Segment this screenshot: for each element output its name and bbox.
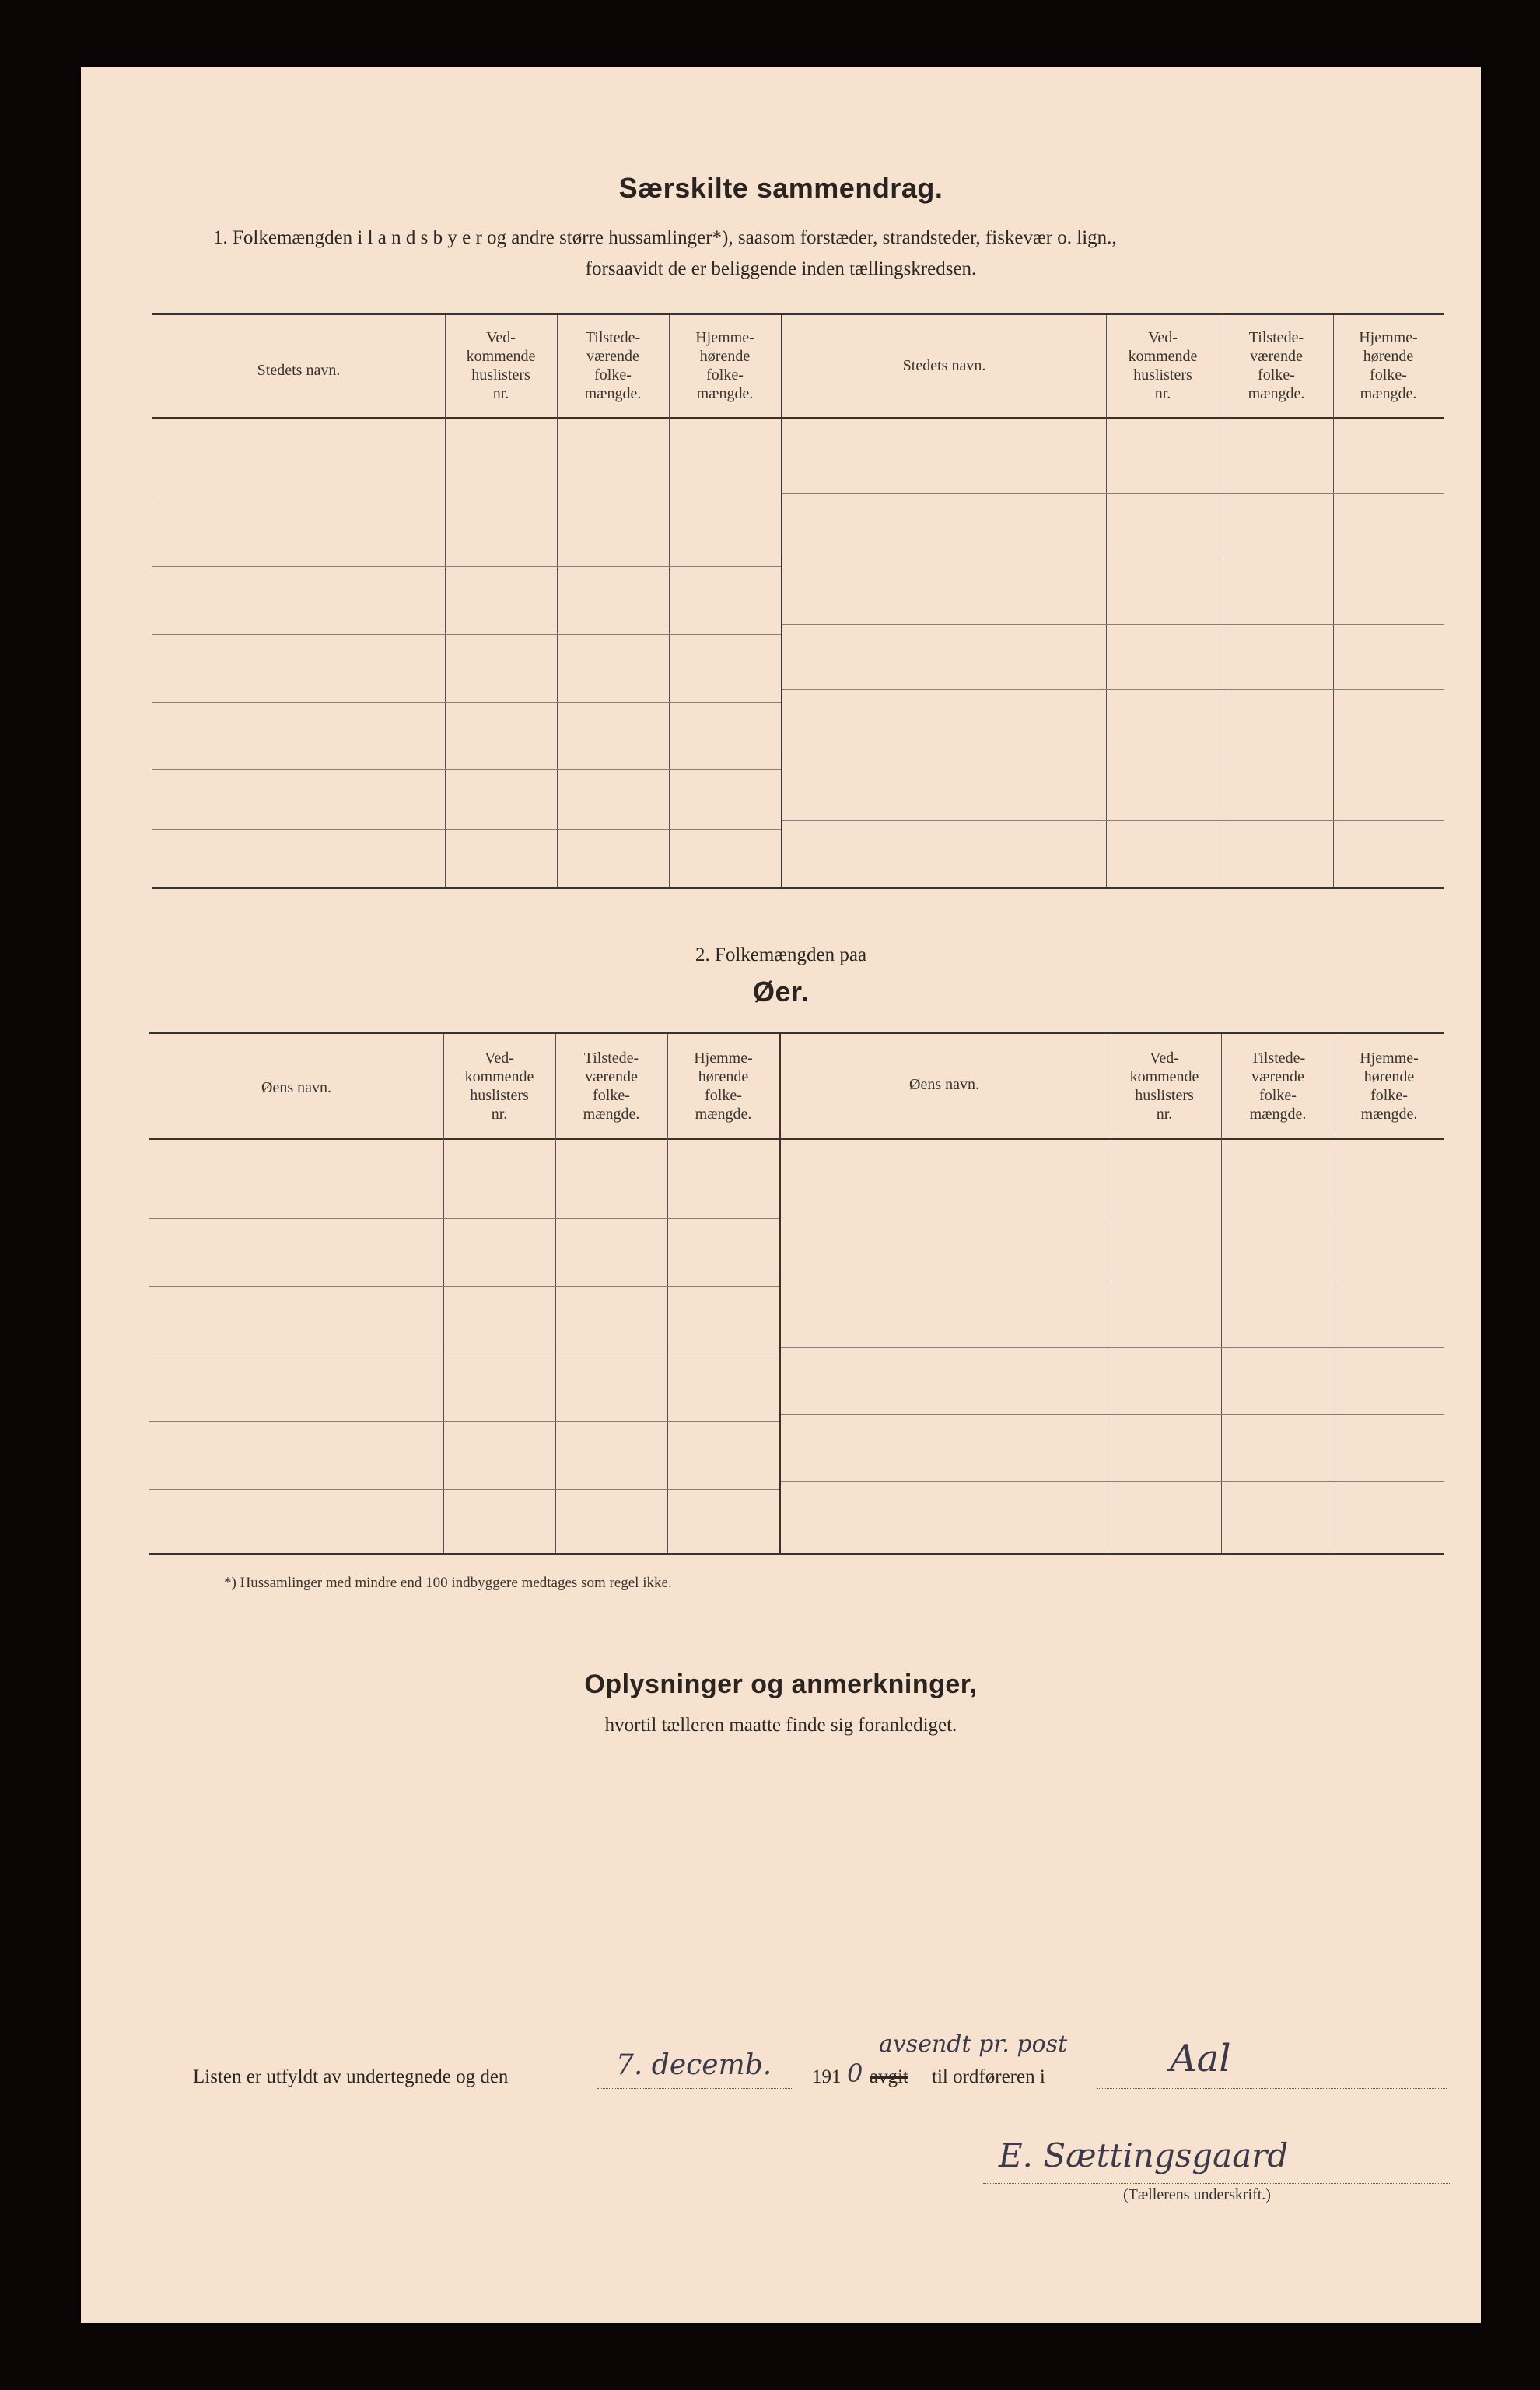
table-row [149,1489,779,1490]
date-dotted-line [597,2088,792,2089]
year-handwritten-digit: 0 [847,2059,863,2088]
table-2-bottom-rule [149,1553,1444,1555]
table-2-center-divider [779,1034,781,1553]
signature-label: (Tællerens underskrift.) [1123,2186,1271,2203]
struck-word: avgit [870,2066,908,2087]
col-header-hjemmehorende-2: Hjemme- hørende folke- mængde. [1359,329,1418,402]
table-1-top-rule [152,313,1444,315]
date-handwritten: 7. decemb. [616,2049,772,2081]
table-row [152,769,781,770]
year-printed: 191 [812,2066,842,2087]
inserted-handwritten-text: avsendt pr. post [879,2031,1068,2058]
remarks-title: Oplysninger og anmerkninger, [584,1670,978,1699]
section-2-subheading: Øer. [752,976,810,1008]
table-row [781,1347,1444,1348]
table-1-header-rule [152,417,1444,419]
col-header-huslisters-nr: Ved- kommende huslisters nr. [464,1050,534,1123]
place-handwritten: Aal [1170,2037,1231,2080]
table-row [149,1286,779,1287]
remarks-subtitle: hvortil tælleren maatte finde sig foranlediget. [604,1715,957,1736]
intro-line-2: forsaavidt de er beliggende inden tællingskredsen. [585,258,977,279]
table-row [782,493,1444,494]
col-header-stedets-navn-2: Stedets navn. [902,357,986,374]
col-header-hjemmehorende: Hjemme- hørende folke- mængde. [694,1050,753,1123]
table-row [782,624,1444,625]
table-row [149,1421,779,1422]
col-header-hjemmehorende: Hjemme- hørende folke- mængde. [695,329,754,402]
col-header-tilstedevaerende-2: Tilstede- værende folke- mængde. [1248,329,1305,402]
col-header-huslisters-nr: Ved- kommende huslisters nr. [466,329,536,402]
col-header-stedets-navn: Stedets navn. [257,362,341,379]
signature-line-prefix: Listen er utfyldt av undertegnede og den [193,2066,509,2087]
to-mayor-text: til ordføreren i [932,2066,1045,2087]
place-dotted-line [1097,2088,1447,2089]
table-row [152,566,781,567]
table-row [152,829,781,830]
table-row [152,634,781,635]
table-row [782,689,1444,690]
table-row [781,1481,1444,1482]
table-row [152,702,781,703]
table-2-header-rule [149,1138,1444,1140]
col-header-oens-navn-2: Øens navn. [909,1076,979,1093]
table-row [781,1414,1444,1415]
table-row [149,1218,779,1219]
col-header-tilstedevaerende: Tilstede- værende folke- mængde. [583,1050,640,1123]
intro-line-1: 1. Folkemængden i l a n d s b y e r og andre større hussamlinger*), saasom forstæder, strandsteder, fiskevær o. lign., [213,227,1117,248]
col-header-huslisters-nr-2: Ved- kommende huslisters nr. [1128,329,1198,402]
signature-dotted-line [983,2183,1450,2184]
col-header-oens-navn: Øens navn. [261,1079,331,1096]
col-header-tilstedevaerende: Tilstede- værende folke- mængde. [584,329,642,402]
table-2-top-rule [149,1032,1444,1034]
col-header-tilstedevaerende-2: Tilstede- værende folke- mængde. [1249,1050,1307,1123]
enumerator-signature: E. Sættingsgaard [999,2136,1289,2174]
table-row [782,820,1444,821]
table-1-bottom-rule [152,887,1444,889]
table-1-center-divider [781,315,782,887]
page-title: Særskilte sammendrag. [618,172,943,204]
footnote: *) Hussamlinger med mindre end 100 indbyggere medtages som regel ikke. [224,1575,672,1591]
col-header-huslisters-nr-2: Ved- kommende huslisters nr. [1129,1050,1199,1123]
section-2-heading: 2. Folkemængden paa [695,944,867,965]
census-form-page [81,67,1481,2323]
col-header-hjemmehorende-2: Hjemme- hørende folke- mængde. [1360,1050,1419,1123]
